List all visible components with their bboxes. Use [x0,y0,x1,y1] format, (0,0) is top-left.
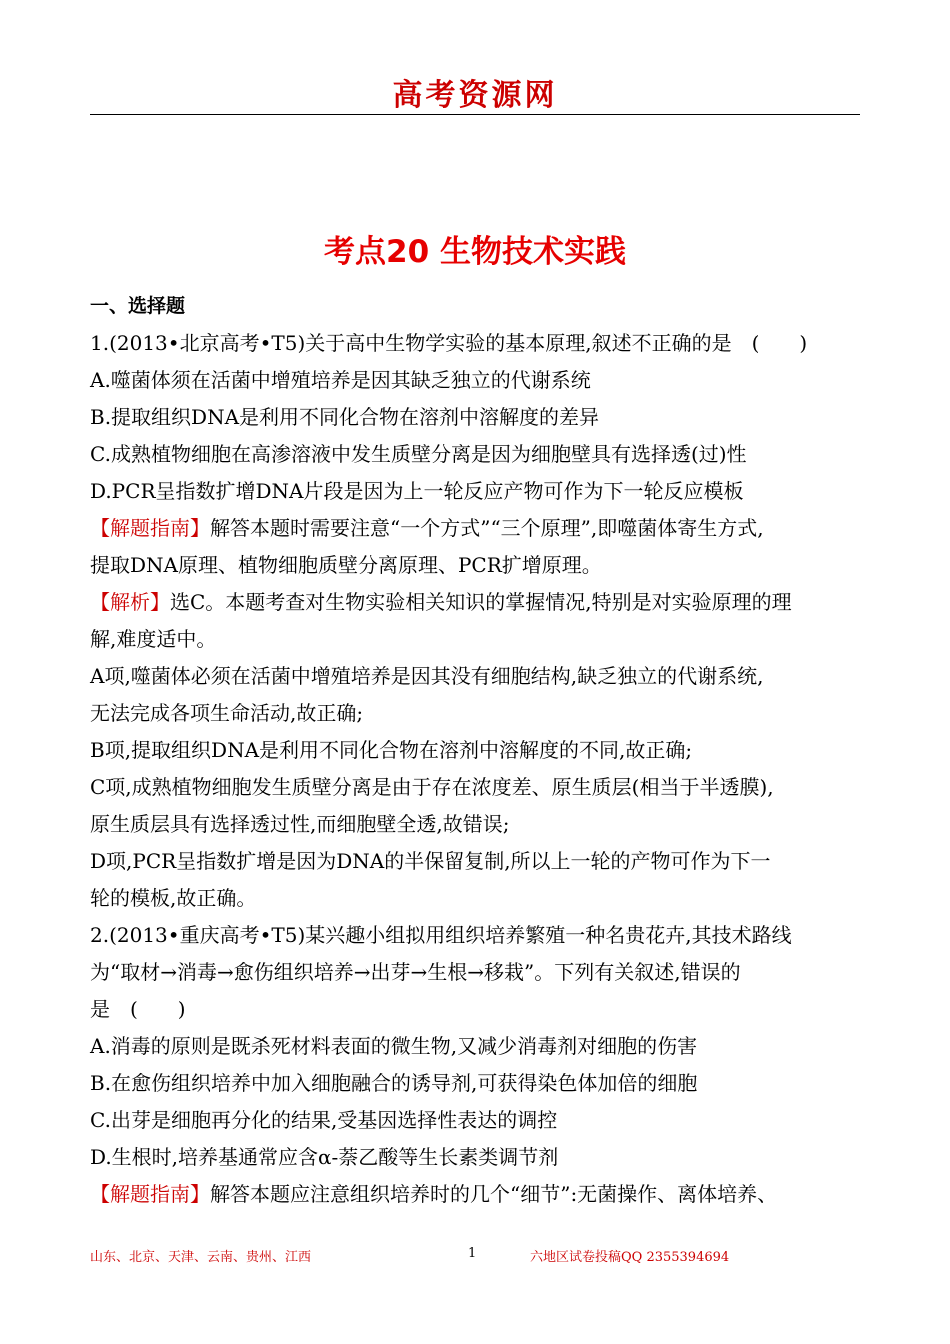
question-1-analysis [90,584,862,621]
analysis-line: C项,成熟植物细胞发生质壁分离是由于存在浓度差、原生质层(相当于半透膜), [90,775,774,799]
site-logo: 高考资源网 [392,78,558,113]
question-2-stem-end: 是 ( ) [90,997,186,1021]
analysis-line: D项,PCR呈指数扩增是因为DNA的半保留复制,所以上一轮的产物可作为下一 [90,849,771,873]
guide-text: 解答本题时需要注意“一个方式”“三个原理”,即噬菌体寄生方式, [210,516,764,540]
question-1-option-b: B.提取组织DNA是利用不同化合物在溶剂中溶解度的差异 [90,405,600,429]
question-1-option-d: D.PCR呈指数扩增DNA片段是因为上一轮反应产物可作为下一轮反应模板 [90,479,744,503]
question-1-option-a: A.噬菌体须在活菌中增殖培养是因其缺乏独立的代谢系统 [90,368,591,392]
question-2-option-b: B.在愈伤组织培养中加入细胞融合的诱导剂,可获得染色体加倍的细胞 [90,1071,698,1095]
analysis-line: A项,噬菌体必须在活菌中增殖培养是因其没有细胞结构,缺乏独立的代谢系统, [90,664,764,688]
analysis-line: 原生质层具有选择透过性,而细胞壁全透,故错误; [90,812,510,836]
analysis-line: 轮的模板,故正确。 [90,886,257,910]
question-2-option-d: D.生根时,培养基通常应含α-萘乙酸等生长素类调节剂 [90,1145,559,1169]
analysis-tag: 【解析】 [90,590,170,614]
analysis-line: 无法完成各项生命活动,故正确; [90,701,364,725]
guide-text: 解答本题应注意组织培养时的几个“细节”:无菌操作、离体培养、 [210,1182,778,1206]
footer-regions: 山东、北京、天津、云南、贵州、江西 [90,1250,312,1265]
question-1-guide-cont: 提取DNA原理、植物细胞质壁分离原理、PCR扩增原理。 [90,553,602,577]
question-2-stem: 2.(2013•重庆高考•T5)某兴趣小组拟用组织培养繁殖一种名贵花卉,其技术路线 [90,923,792,947]
question-2-option-c: C.出芽是细胞再分化的结果,受基因选择性表达的调控 [90,1108,558,1132]
question-1-analysis-cont: 解,难度适中。 [90,627,217,651]
guide-tag: 【解题指南】 [90,516,210,540]
question-1-option-c: C.成熟植物细胞在高渗溶液中发生质壁分离是因为细胞壁具有选择透(过)性 [90,442,747,466]
guide-tag: 【解题指南】 [90,1182,210,1206]
analysis-line: B项,提取组织DNA是利用不同化合物在溶剂中溶解度的不同,故正确; [90,738,693,762]
question-2-option-a: A.消毒的原则是既杀死材料表面的微生物,又减少消毒剂对细胞的伤害 [90,1034,698,1058]
question-2-stem-cont: 为“取材→消毒→愈伤组织培养→出芽→生根→移栽”。下列有关叙述,错误的 [90,960,741,984]
document-body [90,288,862,1213]
question-2-guide [90,1176,862,1213]
section-heading: 一、选择题 [90,295,186,317]
question-1-guide [90,510,862,547]
header-divider [90,114,860,115]
page-number: 1 [468,1246,477,1261]
analysis-text: 选C。本题考查对生物实验相关知识的掌握情况,特别是对实验原理的理 [170,590,792,614]
document-title: 考点20 生物技术实践 [324,234,626,270]
question-1-stem: 1.(2013•北京高考•T5)关于高中生物学实验的基本原理,叙述不正确的是 ( ) [90,331,808,355]
footer-contact: 六地区试卷投稿QQ 2355394694 [530,1250,730,1265]
